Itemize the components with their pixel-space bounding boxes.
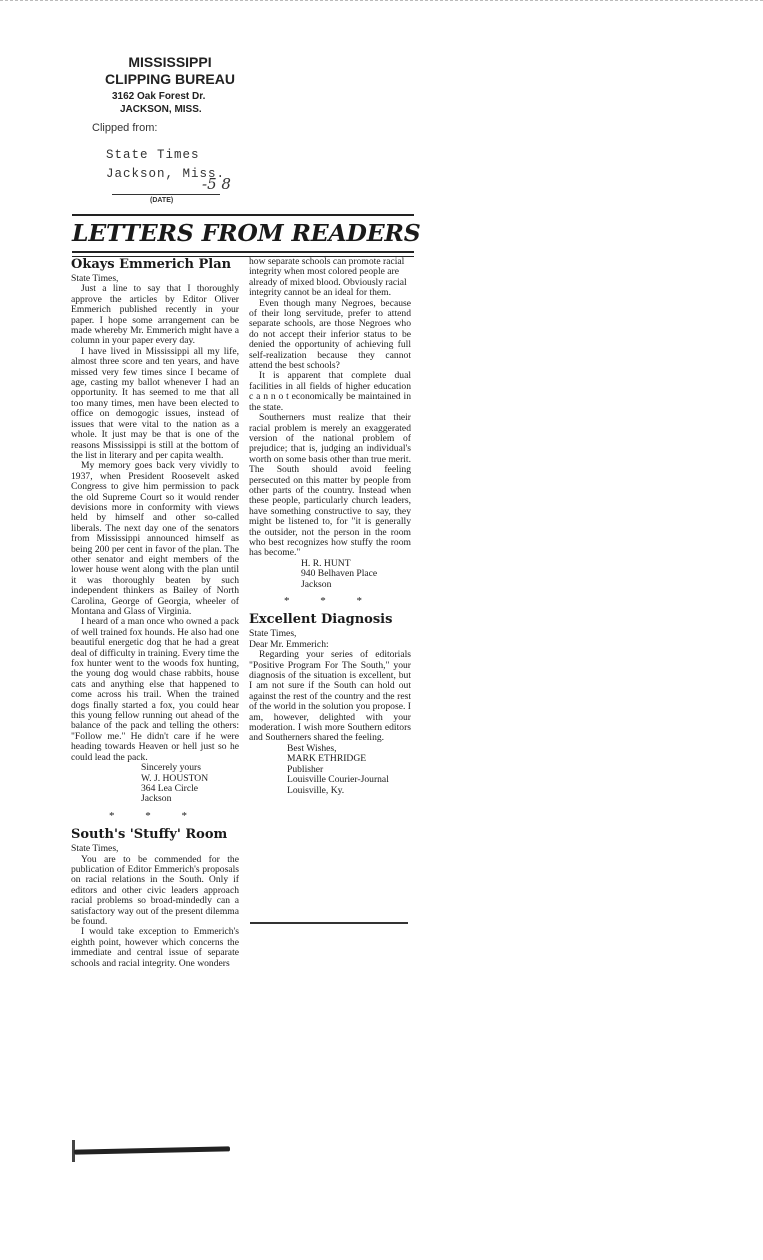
- newspaper-name: State Times: [106, 148, 200, 162]
- masthead-top-rule: [72, 214, 414, 216]
- letter-heading-diagnosis: Excellent Diagnosis: [249, 612, 393, 628]
- letter-paragraph: I heard of a man once who owned a pack of well trained fox hounds. He also had one beautiful energetic dog that he had a great deal of difficulty in training. Every time the fox hunter went to the woods fox hunting, the young dog would chase rabbits, house cats and anything else that happened to come across his trail. When the trained dogs finally started a fox, you could hear this young fellow running out ahead of the balance of the pack and telling the others: "Follow me." He didn't care if he were heading towards Heaven or hell just so he could lead the pack.: [71, 616, 239, 763]
- signature-paper: Louisville Courier-Journal: [287, 774, 389, 786]
- torn-edge-line: [74, 1146, 230, 1154]
- letter-paragraph-continued: how separate schools can promote racial integrity when most colored people are already of mixed blood. Obviously racial integrity cannot be an ideal for them.: [249, 256, 407, 299]
- handwritten-date: -5 8: [202, 175, 231, 193]
- letter-paragraph: I have lived in Mississippi all my life, almost three score and ten years, and have missed very few times since I became of age, casting my ballot whenever I had an opportunity. It has seemed to me that all too many times, men have been elected to office on demogogic issues, instead of issues that were vital to the nation as a whole. It just may be that is one of the reasons Mississippi is still at the bottom of the list in literary and per capita wealth.: [71, 345, 239, 461]
- letter-salutation: State Times,: [249, 628, 297, 640]
- signature-name: H. R. HUNT: [301, 557, 351, 569]
- column-right: [249, 257, 411, 796]
- letter-salutation: State Times,: [71, 273, 119, 284]
- signature-ethridge: [287, 744, 411, 796]
- clipped-from-label: Clipped from:: [92, 122, 158, 134]
- letter-paragraph: It is apparent that complete dual facilities in all fields of higher education c a n n o t economically be maintained in the state.: [249, 370, 411, 413]
- signature-title: Publisher: [287, 763, 324, 775]
- signature-city: Jackson: [301, 578, 332, 590]
- bureau-name-line2: CLIPPING BUREAU: [105, 71, 235, 87]
- letter-heading-stuffy: South's 'Stuffy' Room: [71, 827, 228, 843]
- date-label: (DATE): [150, 197, 174, 204]
- section-stars: * * *: [284, 595, 376, 607]
- clipping-bureau-stamp: [100, 54, 260, 116]
- signature-city: Louisville, Ky.: [287, 784, 345, 796]
- letter-salutation: State Times,: [71, 843, 119, 855]
- section-stars: * * *: [109, 809, 201, 822]
- bureau-address: 3162 Oak Forest Dr.: [112, 91, 206, 102]
- clipping-top-border: [0, 0, 763, 1]
- letter-heading-okays: Okays Emmerich Plan: [71, 257, 232, 272]
- newspaper-city: Jackson, Miss.: [106, 167, 226, 181]
- signature-closing: Sincerely yours: [141, 762, 201, 774]
- masthead-title: LETTERS FROM READERS: [72, 219, 421, 247]
- signature-closing: Best Wishes,: [287, 742, 337, 754]
- letter-salutation-dear: Dear Mr. Emmerich:: [249, 638, 329, 650]
- bureau-city: JACKSON, MISS.: [120, 104, 202, 115]
- letter-paragraph: Even though many Negroes, because of their long servitude, prefer to attend separate schools, are those Negroes who do not accept their inferior status to be denied the opportunity of achieving full self-realization because they cannot attend the best schools?: [249, 297, 411, 372]
- column-left: [71, 257, 239, 969]
- letter-paragraph: Southerners must realize that their racial problem is merely an exaggerated version of the national problem of prejudice; that is, judging an individual's worth on some basis other than true merit. The South should avoid feeling persecuted on this matter by people from other parts of the country. Instead when these people, particularly church leaders, have something constructive to say, they might be listened to, for "it is generally the outsider, not the person in the room who best recognizes how stuffy the room has become.": [249, 412, 411, 559]
- signature-address: 940 Belhaven Place: [301, 568, 378, 580]
- signature-address: 364 Lea Circle: [141, 782, 199, 794]
- end-rule: [250, 922, 408, 924]
- date-underline: [112, 194, 220, 195]
- letter-paragraph: You are to be commended for the publication of Editor Emmerich's proposals on racial relations in the South. Only if editors and other civic leaders approach racial problems so broad-mindedly can a satisfactory way out of the present dilemma be found.: [71, 853, 239, 927]
- signature-houston: [141, 763, 239, 805]
- signature-city: Jackson: [141, 793, 172, 805]
- letter-paragraph: Regarding your series of editorials "Positive Program For The South," your diagnosis of the situation is excellent, but I am not sure if the South can hold out against the rest of the country and the rest of the world in the solution you propose. I am, however, delighted with your moderation. I wish more Southern editors and Southerners shared the feeling.: [249, 649, 411, 744]
- letter-paragraph: Just a line to say that I thoroughly approve the articles by Editor Oliver Emmerich published recently in your paper. I hope some arrangement can be made whereby Mr. Emmerich might have a column in your paper every day.: [71, 283, 239, 347]
- letter-paragraph: My memory goes back very vividly to 1937, when President Roosevelt asked Congress to give him permission to pack the old Supreme Court so it would render devisions more in conformity with views held by himself and other so-called liberals. The next day one of the senators from Mississippi announced himself as being 200 per cent in favor of the plan. The other senator and eight members of the lower house went along with the plan until it was thoroughly beaten by such independent thinkers as Bailey of North Carolina, George of Georgia, wheeler of Montana and Glass of Virginia.: [71, 460, 239, 617]
- signature-name: MARK ETHRIDGE: [287, 753, 367, 765]
- signature-name: W. J. HOUSTON: [141, 772, 209, 784]
- letter-paragraph: I would take exception to Emmerich's eighth point, however which concerns the immediate and central issue of separate schools and racial integrity. One wonders: [71, 926, 239, 969]
- bureau-name-line1: MISSISSIPPI: [128, 54, 212, 70]
- signature-hunt: [301, 559, 411, 590]
